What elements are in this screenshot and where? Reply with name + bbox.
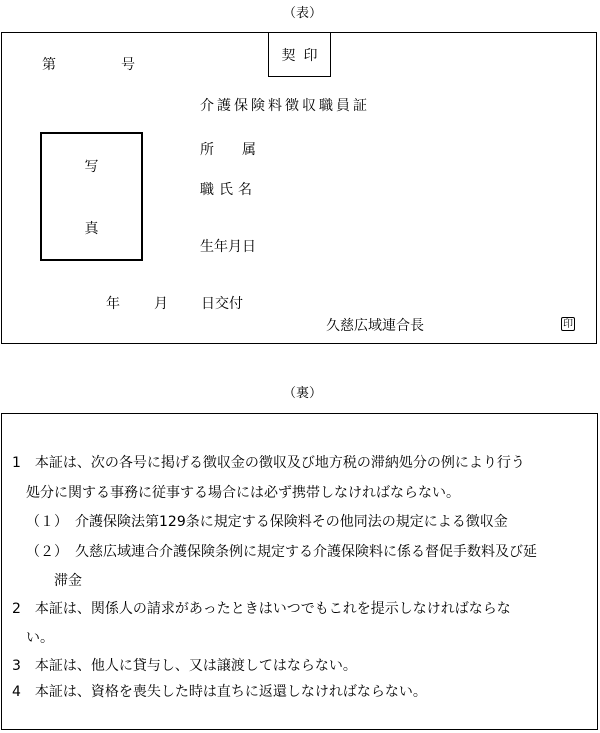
photo-box bbox=[40, 132, 143, 261]
stamp-char: 印 bbox=[563, 319, 573, 330]
affiliation-label: 所 属 bbox=[200, 142, 256, 158]
card-title: 介護保険料徴収職員証 bbox=[200, 98, 370, 114]
seal-label: 契印 bbox=[281, 47, 326, 64]
photo-label-top: 写 bbox=[84, 159, 99, 175]
photo-label-bottom: 真 bbox=[84, 221, 99, 237]
back-line-2: 処分に関する事務に従事する場合には必ず携帯しなければならない。 bbox=[12, 485, 460, 501]
issue-month: 月 bbox=[154, 296, 168, 312]
number-suffix: 号 bbox=[121, 57, 135, 73]
back-line-8: 3 本証は、他人に貸与し、又は譲渡してはならない。 bbox=[12, 658, 357, 674]
issue-day: 日交付 bbox=[201, 296, 243, 312]
back-line-1: 1 本証は、次の各号に掲げる徴収金の徴収及び地方税の滞納処分の例により行う bbox=[12, 455, 525, 471]
name-label: 職氏名 bbox=[200, 182, 257, 198]
seal-stamp-icon bbox=[561, 317, 575, 331]
back-line-4: （２） 久慈広域連合介護保険条例に規定する介護保険料に係る督促手数料及び延 bbox=[26, 544, 537, 560]
back-line-7: い。 bbox=[12, 630, 54, 646]
seal-box bbox=[268, 32, 331, 77]
back-section-label: （裏） bbox=[283, 386, 323, 401]
back-line-5: 滞金 bbox=[26, 573, 82, 589]
issue-year: 年 bbox=[106, 296, 120, 312]
birthdate-label: 生年月日 bbox=[200, 239, 256, 255]
front-section-label: （表） bbox=[283, 6, 323, 21]
number-prefix: 第 bbox=[42, 57, 56, 73]
back-line-9: 4 本証は、資格を喪失した時は直ちに返還しなければならない。 bbox=[12, 684, 427, 700]
back-line-6: 2 本証は、関係人の請求があったときはいつでもこれを提示しなければならな bbox=[12, 601, 511, 617]
back-line-3: （１） 介護保険法第129条に規定する保険料その他同法の規定による徴収金 bbox=[26, 514, 508, 530]
issuer-name: 久慈広域連合長 bbox=[326, 318, 424, 334]
